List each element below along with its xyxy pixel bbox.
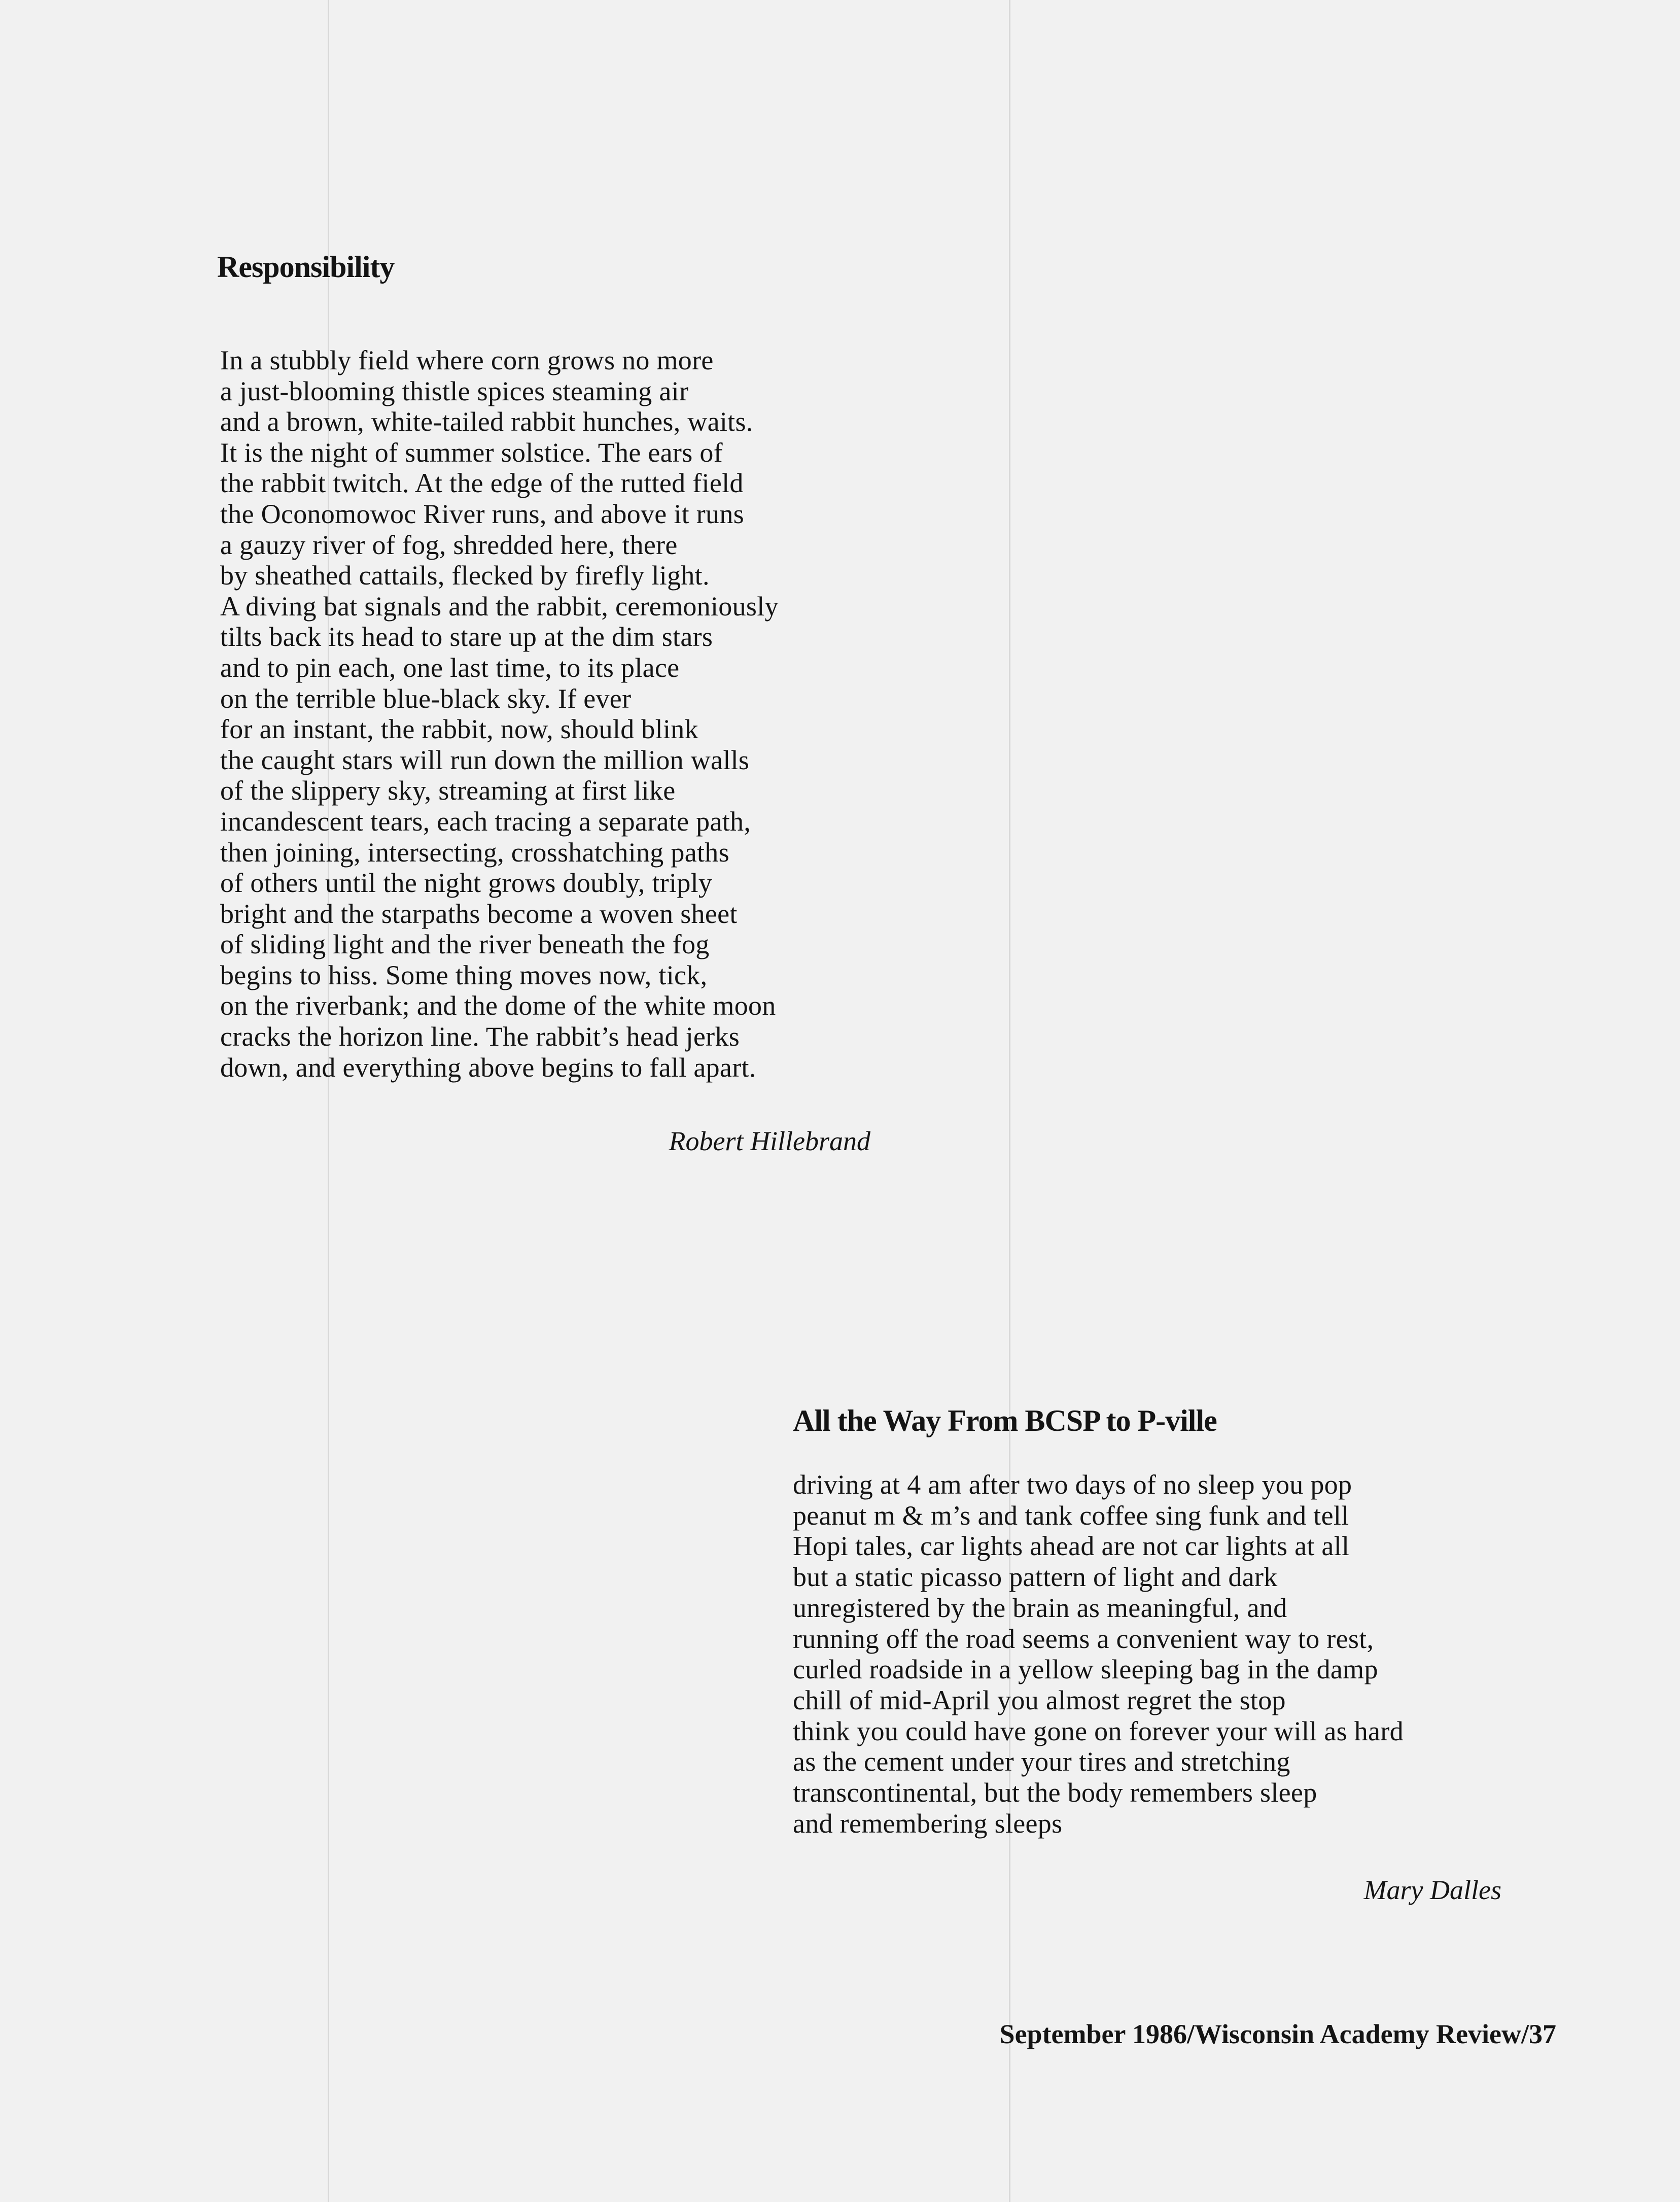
poem-title: All the Way From BCSP to P-ville — [793, 1404, 1217, 1437]
poem-line: In a stubbly field where corn grows no more — [220, 345, 714, 375]
poem-line: curled roadside in a yellow sleeping bag in the damp — [793, 1654, 1378, 1685]
poem-line: A diving bat signals and the rabbit, ceremoniously — [220, 591, 779, 622]
poem-body — [220, 345, 779, 1083]
poem-line: think you could have gone on forever your will as hard — [793, 1715, 1404, 1746]
poem-line: begins to hiss. Some thing moves now, tick, — [220, 959, 708, 990]
poem-line: cracks the horizon line. The rabbit’s head jerks — [220, 1021, 740, 1052]
poem-line: chill of mid-April you almost regret the stop — [793, 1684, 1286, 1715]
poem-title: Responsibility — [217, 250, 395, 284]
poem-author: Robert Hillebrand — [669, 1126, 870, 1156]
poem-line: the caught stars will run down the million walls — [220, 744, 750, 775]
poem-line: running off the road seems a convenient way to rest, — [793, 1623, 1374, 1654]
poem-line: then joining, intersecting, crosshatching paths — [220, 837, 729, 868]
poem-line: on the terrible blue-black sky. If ever — [220, 683, 632, 714]
poem-line: but a static picasso pattern of light and dark — [793, 1562, 1278, 1593]
poem-line: and a brown, white-tailed rabbit hunches, waits. — [220, 406, 753, 437]
poem-line: transcontinental, but the body remembers sleep — [793, 1777, 1317, 1808]
poem-line: of sliding light and the river beneath the fog — [220, 929, 710, 960]
poem-line: unregistered by the brain as meaningful, and — [793, 1592, 1287, 1623]
page-footer: September 1986/Wisconsin Academy Review/37 — [999, 2019, 1556, 2049]
poem-line: of the slippery sky, streaming at first like — [220, 775, 676, 806]
poem-line: peanut m & m’s and tank coffee sing funk and tell — [793, 1500, 1349, 1531]
poem-line: a just-blooming thistle spices steaming air — [220, 375, 689, 406]
poem-line: the rabbit twitch. At the edge of the rutted field — [220, 468, 744, 499]
poem-body — [793, 1469, 1404, 1839]
poem-line: as the cement under your tires and stretching — [793, 1746, 1290, 1777]
scan-fold-line — [1009, 0, 1010, 2202]
poem-line: the Oconomowoc River runs, and above it runs — [220, 498, 744, 529]
poem-line: incandescent tears, each tracing a separate path, — [220, 806, 751, 837]
poem-line: on the riverbank; and the dome of the white moon — [220, 990, 776, 1021]
poem-line: and to pin each, one last time, to its place — [220, 652, 680, 683]
poem-line: tilts back its head to stare up at the dim stars — [220, 622, 713, 652]
poem-line: It is the night of summer solstice. The ears of — [220, 437, 723, 468]
poem-line: Hopi tales, car lights ahead are not car lights at all — [793, 1531, 1350, 1562]
poem-author: Mary Dalles — [1363, 1875, 1501, 1905]
poem-line: down, and everything above begins to fall apart. — [220, 1052, 756, 1083]
poem-line: bright and the starpaths become a woven sheet — [220, 898, 738, 929]
poem-line: by sheathed cattails, flecked by firefly light. — [220, 560, 710, 591]
poem-line: of others until the night grows doubly, triply — [220, 868, 713, 899]
poem-line: a gauzy river of fog, shredded here, there — [220, 529, 678, 560]
scan-fold-line — [328, 0, 329, 2202]
poem-line: and remembering sleeps — [793, 1808, 1063, 1839]
poem-line: for an instant, the rabbit, now, should blink — [220, 714, 698, 745]
poem-line: driving at 4 am after two days of no sleep you pop — [793, 1469, 1352, 1500]
